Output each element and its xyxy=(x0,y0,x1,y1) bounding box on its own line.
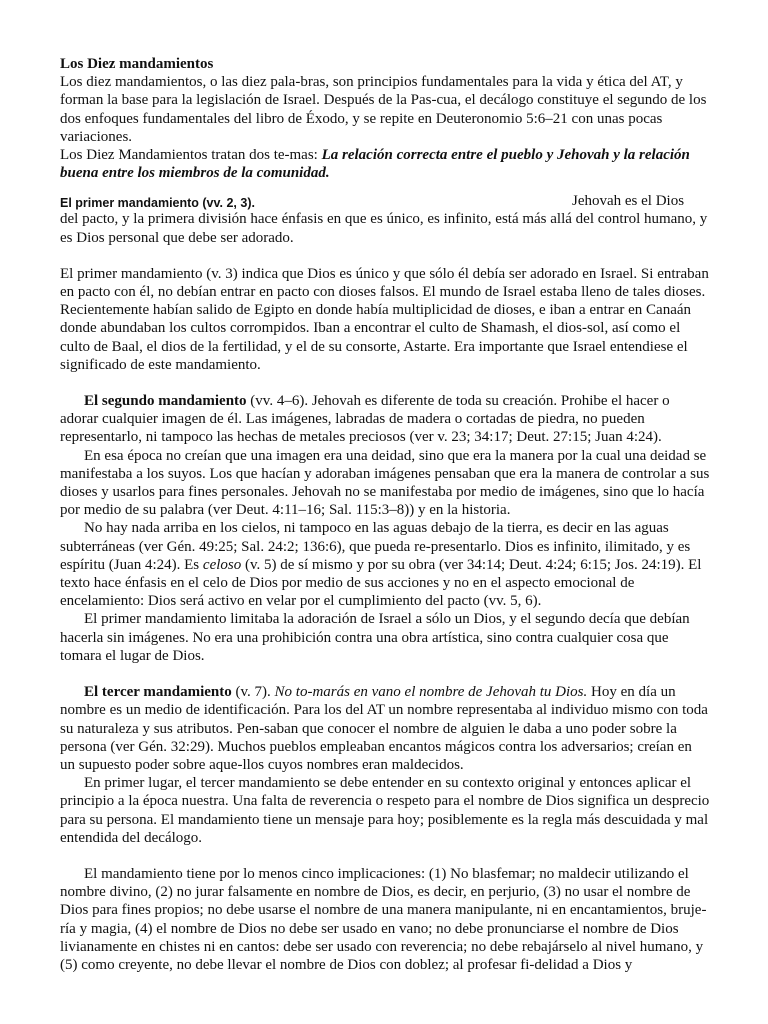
third-commandment-paragraph-3: El mandamiento tiene por lo menos cinco implicaciones: (1) No blasfemar; no maldecir utilizando el nombre divino, (2) no jurar falsamente en nombre de Dios, es decir, en perjurio, (3) no usar el nombre de Dios para fines propios; no debe usarse el nombre de una manera manipulante, ni en encantamientos, bruje-ría y magia, (4) el nombre de Dios no debe ser usado en vano; no debe pronunciarse el nombre de Dios livianamente en chistes ni en cantos: debe ser usado con reverencia; no debe rebajárselo al nivel humano, y (5) como creyente, no debe llevar el nombre de Dios con doblez; al profesar fi-delidad a Dios y xyxy=(60,865,707,973)
third-commandment-text: Hoy en día un nombre es un medio de identificación. Para los del AT un nombre representaba al individuo mismo con toda su naturaleza y sus atributos. Pen-saban que conocer el nombre de alguien le daba a uno poder sobre la persona (ver Gén. 32:29). Muchos pueblos empleaban encantos mágicos contra los adversarios; creían en un supuesto poder sobre aque-llos cuyos nombres eran maldecidos. xyxy=(60,684,708,773)
intro-themes-paragraph xyxy=(60,146,710,182)
third-commandment-paragraph-2: En primer lugar, el tercer mandamiento se debe entender en su contexto original y entonces aplicar el principio a la época nuestra. Una falta de reverencia o respeto para el nombre de Dios significa un desprecio para su persona. El mandamiento tiene un mensaje para hoy; posiblemente es la regla más descuidada y mal entendida del decálogo. xyxy=(60,775,710,846)
intro-paragraph: Los diez mandamientos, o las diez pala-bras, son principios fundamentales para la vida y ética del AT, y forman la base para la legislación de Israel. Después de la Pas-cua, el decálogo constituye el segundo de los dos enfoques fundamentales del libro de Éxodo, y se repite en Deuteronomio 5:6–21 con unas pocas variaciones. xyxy=(60,74,707,145)
second-commandment-label: El segundo mandamiento xyxy=(84,393,247,410)
second-p3-text-b: (v. 5) de sí mismo y por su obra (ver 34:14; Deut. 4:24; 6:15; Jos. 24:19). El texto hace énfasis en el celo de Dios por medio de sus acciones y no en el aspecto emocional de encelamiento: Dios será activo en velar por el cumplimiento del pacto (vv. 5, 6). xyxy=(60,556,702,610)
second-commandment-paragraph-4: El primer mandamiento limitaba la adoración de Israel a sólo un Dios, y el segundo decía que debían hacerla sin imágenes. No era una prohibición contra una obra artística, sino contra cualquier cosa que tomara el lugar de Dios. xyxy=(60,611,690,664)
intro-themes-emphasis: La relación correcta entre el pueblo y Jehovah y la relación buena entre los miembros de la comunidad. xyxy=(60,147,690,182)
third-commandment-label: El tercer mandamiento xyxy=(84,684,232,701)
third-commandment-ref: (v. 7). xyxy=(231,684,275,701)
first-commandment-heading: El primer mandamiento (vv. 2, 3). xyxy=(60,196,255,211)
second-p3-italic: celoso xyxy=(202,556,242,573)
second-commandment-paragraph-3 xyxy=(60,519,710,610)
second-commandment-paragraph-2: En esa época no creían que una imagen era una deidad, sino que era la manera por la cual una deidad se manifestaba a los suyos. Los que hacían y adoraban imágenes pensaban que era la manera de controlar a sus dioses y usarlos para fines personales. Jehovah no se manifestaba por medio de imágenes, sino que lo hacía por medio de su palabra (ver Deut. 4:11–16; Sal. 115:3–8)) y en la historia. xyxy=(60,447,710,519)
first-commandment-heading-tail: Jehovah es el Dios xyxy=(572,193,685,210)
second-commandment-paragraph xyxy=(60,392,710,447)
intro-themes-text: Los Diez Mandamientos tratan dos te-mas: xyxy=(60,147,322,164)
third-commandment-paragraph xyxy=(60,683,710,774)
first-commandment-heading-row xyxy=(60,192,710,210)
second-p3-text-a: No hay nada arriba en los cielos, ni tampoco en las aguas debajo de la tierra, es decir en las aguas subterráneas (ver Gén. 49:25; Sal. 24:2; 136:6), que pueda re-presentarlo. Dios es infinito, ilimitado, y es espíritu (Juan 4:24). Es xyxy=(60,520,691,573)
document-page xyxy=(60,55,710,974)
page-title: Los Diez mandamientos xyxy=(60,56,214,72)
first-commandment-intro: del pacto, y la primera división hace énfasis en que es único, es infinito, está más allá del control humano, y es Dios personal que debe ser adorado. xyxy=(60,211,708,246)
second-commandment-text: (vv. 4–6). Jehovah es diferente de toda su creación. Prohibe el hacer o adorar cualquier imagen de él. Las imágenes, labradas de madera o cortadas de piedra, no pueden representarlo, ni tampoco las hechas de metales preciosos (ver v. 23; 34:17; Deut. 27:15; Juan 4:24). xyxy=(60,393,670,446)
third-commandment-quote: No to-marás en vano el nombre de Jehovah tu Dios. xyxy=(274,684,588,701)
first-commandment-paragraph: El primer mandamiento (v. 3) indica que Dios es único y que sólo él debía ser adorado en Israel. Si entraban en pacto con él, no debían entrar en pacto con dioses falsos. El mundo de Israel estaba lleno de tales dioses. Recientemente habían salido de Egipto en donde había multiplicidad de dioses, e iban a entrar en Canaán donde abundaban los cultos corrompidos. Iban a encontrar el culto de Shamash, el dios-sol, así como el culto de Baal, el dios de la fertilidad, y el de su consorte, Astarte. Era importante que Israel entendiese el significado de este mandamiento. xyxy=(60,265,709,373)
